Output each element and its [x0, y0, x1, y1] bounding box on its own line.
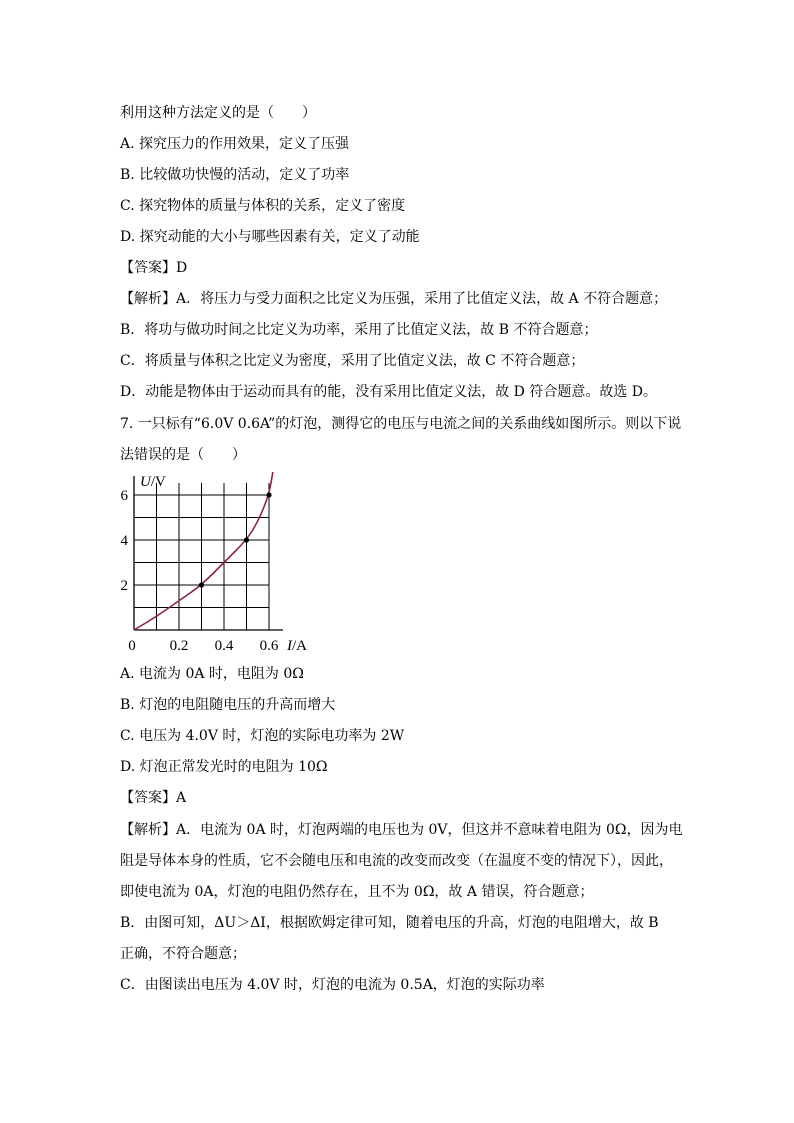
u-i-graph: [110, 472, 320, 662]
question-stem-tail: 利用这种方法定义的是（ ）: [120, 105, 316, 121]
x-tick-label: 0.2: [169, 638, 189, 654]
option-c: C. 探究物体的质量与体积的关系，定义了密度: [120, 198, 406, 214]
q7-option-b: B. 灯泡的电阻随电压的升高而增大: [120, 697, 336, 713]
q7-option-c: C. 电压为 4.0V 时，灯泡的实际电功率为 2W: [120, 728, 405, 744]
option-a: A. 探究压力的作用效果，定义了压强: [120, 136, 350, 152]
y-tick-label: 4: [120, 533, 128, 549]
option-b: B. 比较做功快慢的活动，定义了功率: [120, 167, 350, 183]
q7-analysis-line-1: 【解析】A．电流为 0A 时，灯泡两端的电压也为 0V，但这并不意味着电阻为 0Ω，因为电: [120, 822, 683, 838]
data-point: [199, 582, 204, 587]
iv-curve: [134, 472, 274, 630]
data-point: [266, 492, 271, 497]
analysis-line-1: 【解析】A．将压力与受力面积之比定义为压强，采用了比值定义法，故 A 不符合题意；: [120, 291, 668, 307]
x-tick-label: 0.4: [214, 638, 234, 654]
x-axis-label: I/A: [287, 638, 307, 654]
q7-analysis-line-4: B．由图可知，ΔU＞ΔI，根据欧姆定律可知，随着电压的升高，灯泡的电阻增大，故 B: [120, 915, 659, 931]
option-d: D. 探究动能的大小与哪些因素有关，定义了动能: [120, 229, 420, 245]
y-tick-label: 2: [120, 578, 128, 594]
q7-analysis-line-6: C．由图读出电压为 4.0V 时，灯泡的电流为 0.5A，灯泡的实际功率: [120, 977, 545, 993]
y-axis-label: U/V: [140, 474, 166, 490]
x-tick-label: 0.6: [259, 638, 279, 654]
question-7-line-1: 7. 一只标有“6.0V 0.6A”的灯泡，测得它的电压与电流之间的关系曲线如图所示。则以下说: [120, 416, 682, 432]
data-point: [244, 537, 249, 542]
question-7-line-2: 法错误的是（ ）: [120, 447, 246, 463]
analysis-line-4: D．动能是物体由于运动而具有的能，没有采用比值定义法，故 D 符合题意。故选 D。: [120, 384, 658, 400]
q7-option-a: A. 电流为 0A 时，电阻为 0Ω: [120, 666, 304, 682]
q7-analysis-line-5: 正确，不符合题意；: [120, 946, 246, 962]
q7-analysis-line-2: 阻是导体本身的性质，它不会随电压和电流的改变而改变（在温度不变的情况下），因此，: [120, 853, 673, 869]
analysis-line-2: B．将功与做功时间之比定义为功率，采用了比值定义法，故 B 不符合题意；: [120, 322, 598, 338]
q7-option-d: D. 灯泡正常发光时的电阻为 10Ω: [120, 759, 328, 775]
origin-label: 0: [128, 638, 136, 654]
answer-line: 【答案】D: [120, 260, 188, 276]
q7-analysis-line-3: 即使电流为 0A，灯泡的电阻仍然存在，且不为 0Ω，故 A 错误，符合题意；: [120, 884, 594, 900]
graph-grid: [134, 476, 283, 630]
q7-answer-line: 【答案】A: [120, 790, 187, 806]
y-tick-label: 6: [120, 488, 128, 504]
analysis-line-3: C．将质量与体积之比定义为密度，采用了比值定义法，故 C 不符合题意；: [120, 353, 585, 369]
